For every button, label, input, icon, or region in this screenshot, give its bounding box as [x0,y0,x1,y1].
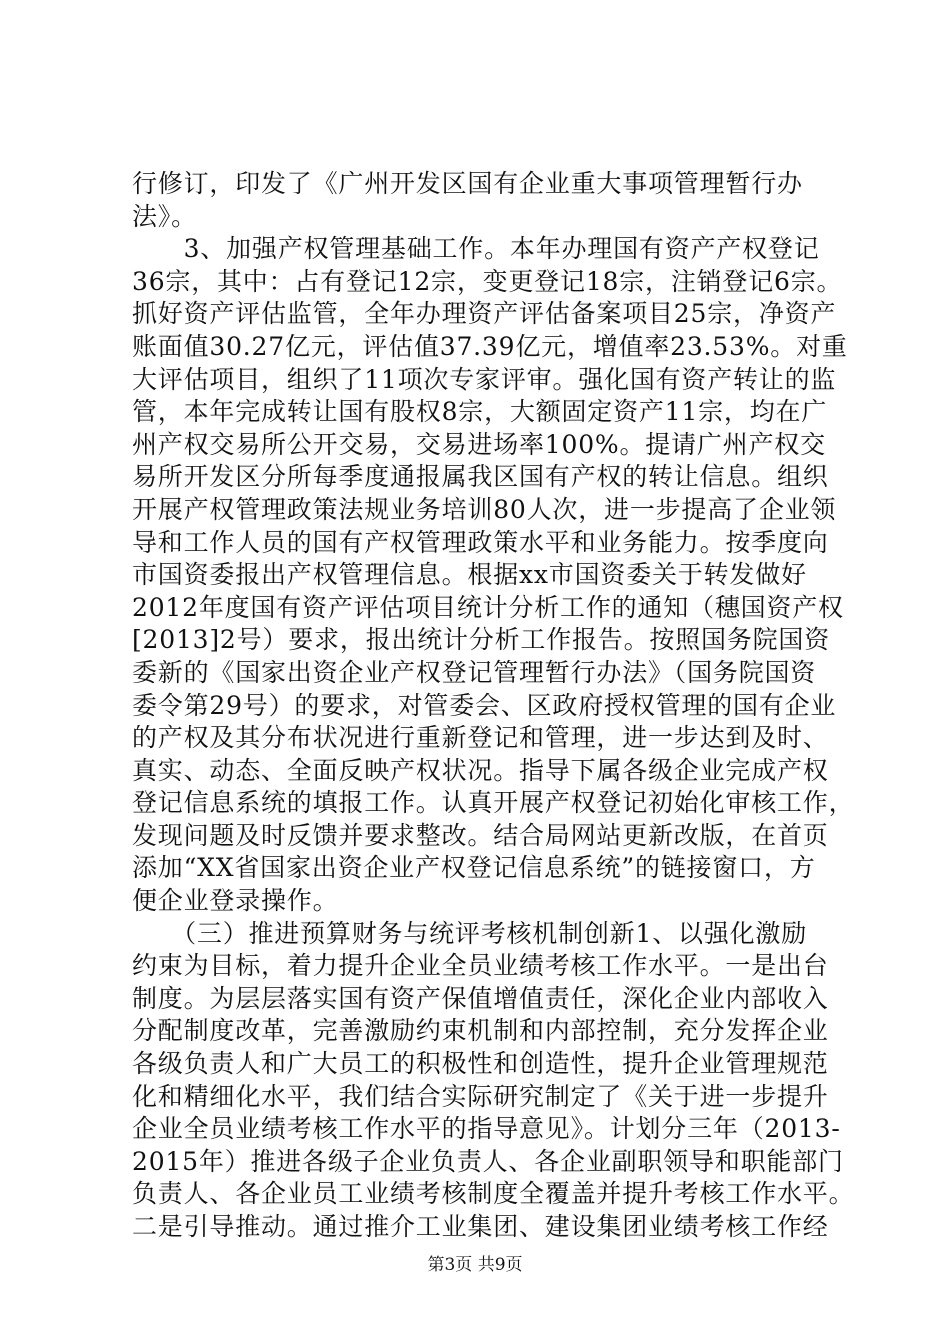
text-line: 36宗，其中：占有登记12宗，变更登记18宗，注销登记6宗。 [132,266,843,296]
text-line: 2015年）推进各级子企业负责人、各企业副职领导和职能部门 [132,1146,844,1176]
text-line: 开展产权管理政策法规业务培训80人次，进一步提高了企业领 [132,494,837,524]
text-line: 3、加强产权管理基础工作。本年办理国有资产产权登记 [132,234,820,264]
text-line: 各级负责人和广大员工的积极性和创造性，提升企业管理规范 [132,1049,829,1079]
text-line: 分配制度改革，完善激励约束机制和内部控制，充分发挥企业 [132,1016,829,1046]
text-line: 导和工作人员的国有产权管理政策水平和业务能力。按季度向 [132,527,829,557]
text-line: 的产权及其分布状况进行重新登记和管理，进一步达到及时、 [132,723,829,753]
text-line: 真实、动态、全面反映产权状况。指导下属各级企业完成产权 [132,755,829,785]
text-line: 管，本年完成转让国有股权8宗，大额固定资产11宗，均在广 [132,397,828,427]
text-line: 大评估项目，组织了11项次专家评审。强化国有资产转让的监 [132,364,837,394]
text-line: [2013]2号）要求，报出统计分析工作报告。按照国务院国资 [132,625,831,655]
text-line: 2012年度国有资产评估项目统计分析工作的通知（穗国资产权 [132,592,844,622]
text-line: 制度。为层层落实国有资产保值增值责任，深化企业内部收入 [132,983,829,1013]
text-line: 约束为目标，着力提升企业全员业绩考核工作水平。一是出台 [132,951,829,981]
text-line: 发现问题及时反馈并要求整改。结合局网站更新改版，在首页 [132,820,829,850]
text-line: 市国资委报出产权管理信息。根据xx市国资委关于转发做好 [132,560,807,590]
text-line: 抓好资产评估监管，全年办理资产评估备案项目25宗，净资产 [132,299,837,329]
text-line: 易所开发区分所每季度通报属我区国有产权的转让信息。组织 [132,462,829,492]
document-body [132,168,855,1244]
text-line: 账面值30.27亿元，评估值37.39亿元，增值率23.53%。对重 [132,331,848,361]
text-line: 委令第29号）的要求，对管委会、区政府授权管理的国有企业 [132,690,837,720]
text-line: 企业全员业绩考核工作水平的指导意见》。计划分三年（2013- [132,1114,841,1144]
text-line: 负责人、各企业员工业绩考核制度全覆盖并提升考核工作水平。 [132,1179,855,1209]
text-line: 州产权交易所公开交易，交易进场率100%。提请广州产权交 [132,429,826,459]
text-line: 委新的《国家出资企业产权登记管理暂行办法》（国务院国资 [132,657,817,687]
text-line: 化和精细化水平，我们结合实际研究制定了《关于进一步提升 [132,1081,829,1111]
text-line: 添加“XX省国家出资企业产权登记信息系统”的链接窗口，方 [132,853,816,883]
text-line: 法》。 [132,201,197,231]
page-number-footer: 第3页 共9页 [427,1255,523,1275]
text-line: 行修订，印发了《广州开发区国有企业重大事项管理暂行办 [132,169,803,198]
text-line: 二是引导推动。通过推介工业集团、建设集团业绩考核工作经 [132,1212,829,1241]
text-line: 便企业登录操作。 [132,886,339,916]
text-line: 登记信息系统的填报工作。认真开展产权登记初始化审核工作， [132,788,855,818]
text-line: （三）推进预算财务与统评考核机制创新1、以强化激励 [132,918,808,948]
